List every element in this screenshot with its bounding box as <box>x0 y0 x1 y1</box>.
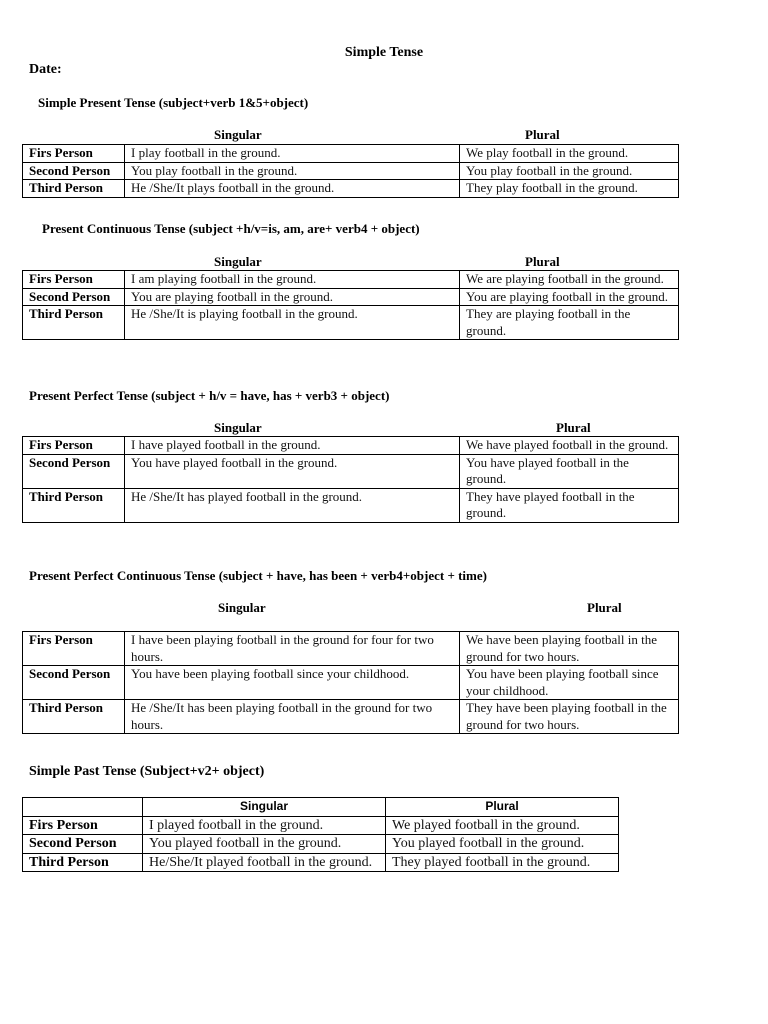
person-label: Third Person <box>23 700 125 734</box>
plural-cell: They have been playing football in the ground for two hours. <box>460 700 679 734</box>
page-title: Simple Tense <box>344 45 424 60</box>
singular-cell: I played football in the ground. <box>143 816 386 835</box>
person-label: Third Person <box>23 853 143 872</box>
singular-cell: He/She/It played football in the ground. <box>143 853 386 872</box>
table-row <box>23 437 679 455</box>
singular-column-label: Singular <box>214 127 262 142</box>
tense-table <box>22 631 679 734</box>
plural-cell: You play football in the ground. <box>460 162 679 180</box>
table-row <box>23 666 679 700</box>
table-row <box>23 835 619 854</box>
plural-column-label: Plural <box>386 798 619 817</box>
singular-cell: You have played football in the ground. <box>125 454 460 488</box>
table-row <box>23 816 619 835</box>
person-label: Firs Person <box>23 271 125 289</box>
singular-cell: You are playing football in the ground. <box>125 288 460 306</box>
person-label: Second Person <box>23 666 125 700</box>
singular-cell: You played football in the ground. <box>143 835 386 854</box>
table-row <box>23 306 679 340</box>
section-heading: Present Perfect Continuous Tense (subject + have, has been + verb4+object + time) <box>29 568 487 583</box>
plural-column-label: Plural <box>587 600 622 615</box>
singular-column-label: Singular <box>218 600 266 615</box>
plural-cell: They are playing football in the ground. <box>460 306 679 340</box>
date-label: Date: <box>29 62 62 77</box>
plural-cell: We have been playing football in the ground for two hours. <box>460 632 679 666</box>
singular-cell: I have played football in the ground. <box>125 437 460 455</box>
table-header-row <box>23 798 619 817</box>
person-label: Third Person <box>23 306 125 340</box>
singular-cell: I am playing football in the ground. <box>125 271 460 289</box>
table-row <box>23 288 679 306</box>
person-label: Second Person <box>23 454 125 488</box>
plural-column-label: Plural <box>525 254 560 269</box>
table-row <box>23 454 679 488</box>
table-row <box>23 488 679 522</box>
plural-cell: We played football in the ground. <box>386 816 619 835</box>
plural-column-label: Plural <box>525 127 560 142</box>
table-row <box>23 632 679 666</box>
table-row <box>23 271 679 289</box>
plural-cell: You played football in the ground. <box>386 835 619 854</box>
plural-cell: You have been playing football since your childhood. <box>460 666 679 700</box>
tense-table <box>22 270 679 340</box>
table-row <box>23 700 679 734</box>
plural-cell: We play football in the ground. <box>460 145 679 163</box>
singular-column-label: Singular <box>214 254 262 269</box>
person-label: Second Person <box>23 288 125 306</box>
section-heading: Present Perfect Tense (subject + h/v = have, has + verb3 + object) <box>29 388 390 403</box>
plural-cell: They have played football in the ground. <box>460 488 679 522</box>
section-heading: Simple Past Tense (Subject+v2+ object) <box>29 764 265 779</box>
plural-cell: They play football in the ground. <box>460 180 679 198</box>
table-row <box>23 853 619 872</box>
plural-cell: They played football in the ground. <box>386 853 619 872</box>
section-heading: Simple Present Tense (subject+verb 1&5+object) <box>38 95 309 110</box>
singular-cell: He /She/It is playing football in the ground. <box>125 306 460 340</box>
tense-table <box>22 797 619 872</box>
singular-column-label: Singular <box>214 420 262 435</box>
plural-cell: We are playing football in the ground. <box>460 271 679 289</box>
person-label: Third Person <box>23 180 125 198</box>
person-label: Second Person <box>23 835 143 854</box>
tense-table <box>22 144 679 198</box>
person-label: Third Person <box>23 488 125 522</box>
plural-cell: You are playing football in the ground. <box>460 288 679 306</box>
singular-column-label: Singular <box>143 798 386 817</box>
person-label: Second Person <box>23 162 125 180</box>
person-label: Firs Person <box>23 437 125 455</box>
singular-cell: He /She/It has been playing football in the ground for two hours. <box>125 700 460 734</box>
empty-header-cell <box>23 798 143 817</box>
person-label: Firs Person <box>23 816 143 835</box>
singular-cell: You play football in the ground. <box>125 162 460 180</box>
person-label: Firs Person <box>23 145 125 163</box>
singular-cell: He /She/It has played football in the ground. <box>125 488 460 522</box>
singular-cell: I play football in the ground. <box>125 145 460 163</box>
singular-cell: I have been playing football in the ground for four for two hours. <box>125 632 460 666</box>
table-row <box>23 180 679 198</box>
singular-cell: You have been playing football since your childhood. <box>125 666 460 700</box>
singular-cell: He /She/It plays football in the ground. <box>125 180 460 198</box>
plural-cell: You have played football in the ground. <box>460 454 679 488</box>
tense-table <box>22 436 679 523</box>
table-row <box>23 145 679 163</box>
section-heading: Present Continuous Tense (subject +h/v=is, am, are+ verb4 + object) <box>42 221 420 236</box>
plural-cell: We have played football in the ground. <box>460 437 679 455</box>
plural-column-label: Plural <box>556 420 591 435</box>
person-label: Firs Person <box>23 632 125 666</box>
table-row <box>23 162 679 180</box>
